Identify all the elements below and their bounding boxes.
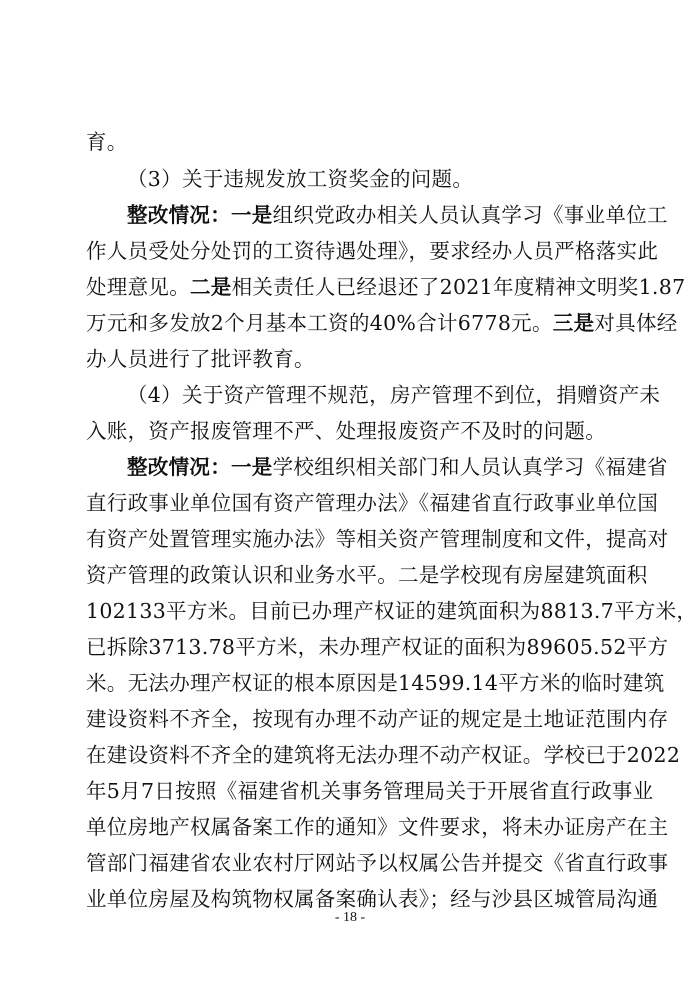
section-heading-4 [127,380,661,410]
rectification-paragraph-start [127,200,668,230]
line-text: 育。 [86,130,128,154]
line-text: 102133平方米。目前已办理产权证的建筑面积为8813.7平方米， [86,599,698,623]
text-line [86,344,616,374]
line-text: 年5月7日按照《福建省机关事务管理局关于开展省直行政事业 [86,779,654,803]
line-text: 已拆除3713.78平方米，未办理产权证的面积为89605.52平方 [86,635,669,659]
line-text: 对具体经 [594,311,678,335]
text-line [86,740,681,770]
line-text: （3）关于违规发放工资奖金的问题。 [127,167,474,191]
line-text: 作人员受处分处罚的工资待遇处理》，要求经办人员严格落实此 [86,239,659,263]
line-text: 相关责任人已经退还了2021年度精神文明奖1.87 [231,275,686,299]
text-line [86,812,669,842]
text-line [86,596,698,626]
bold-label: 整改情况： [127,455,231,479]
text-line [86,776,654,806]
line-text: 入账，资产报废管理不严、处理报废资产不及时的问题。 [86,419,606,443]
line-text: 建设资料不齐全，按现有办理不动产证的规定是土地证范围内存 [86,707,669,731]
line-text: 组织党政办相关人员认真学习《事业单位工 [272,203,668,227]
line-text: 有资产处置管理实施办法》等相关资产管理制度和文件，提高对 [86,527,669,551]
text-line [86,272,686,302]
bold-label: 三是 [552,311,595,335]
text-line [86,704,669,734]
line-text: 处理意见。 [86,275,190,299]
text-line [86,416,616,446]
text-line [86,560,648,590]
text-line [86,632,669,662]
text-line [86,848,669,878]
text-line [86,668,665,698]
page-number: - 18 - [334,910,366,925]
text-line [86,488,659,518]
text-line [86,308,678,338]
line-text: （4）关于资产管理不规范，房产管理不到位，捐赠资产未 [127,383,661,407]
line-text: 管部门福建省农业农村厅网站予以权属公告并提交《省直行政事 [86,851,669,875]
bold-label: 一是 [231,455,273,479]
text-line [86,236,659,266]
line-text: 办人员进行了批评教育。 [86,347,315,371]
bold-label: 二是 [190,275,232,299]
line-text: 万元和多发放2个月基本工资的40%合计6778元。 [86,311,553,335]
line-text: 直行政事业单位国有资产管理办法》《福建省直行政事业单位国 [86,491,659,515]
text-line [86,524,669,554]
line-text: 资产管理的政策认识和业务水平。二是学校现有房屋建筑面积 [86,563,648,587]
section-heading-3 [127,164,616,194]
rectification-paragraph-start [127,452,668,482]
line-text: 单位房地产权属备案工作的通知》文件要求，将未办证房产在主 [86,815,669,839]
bold-label: 一是 [231,203,273,227]
text-line [86,127,616,157]
line-text: 学校组织相关部门和人员认真学习《福建省 [272,455,668,479]
line-text: 业单位房屋及构筑物权属备案确认表》；经与沙县区城管局沟通 [86,887,659,911]
line-text: 在建设资料不齐全的建筑将无法办理不动产权证。学校已于2022 [86,743,681,767]
bold-label: 整改情况： [127,203,231,227]
line-text: 米。无法办理产权证的根本原因是14599.14平方米的临时建筑 [86,671,665,695]
